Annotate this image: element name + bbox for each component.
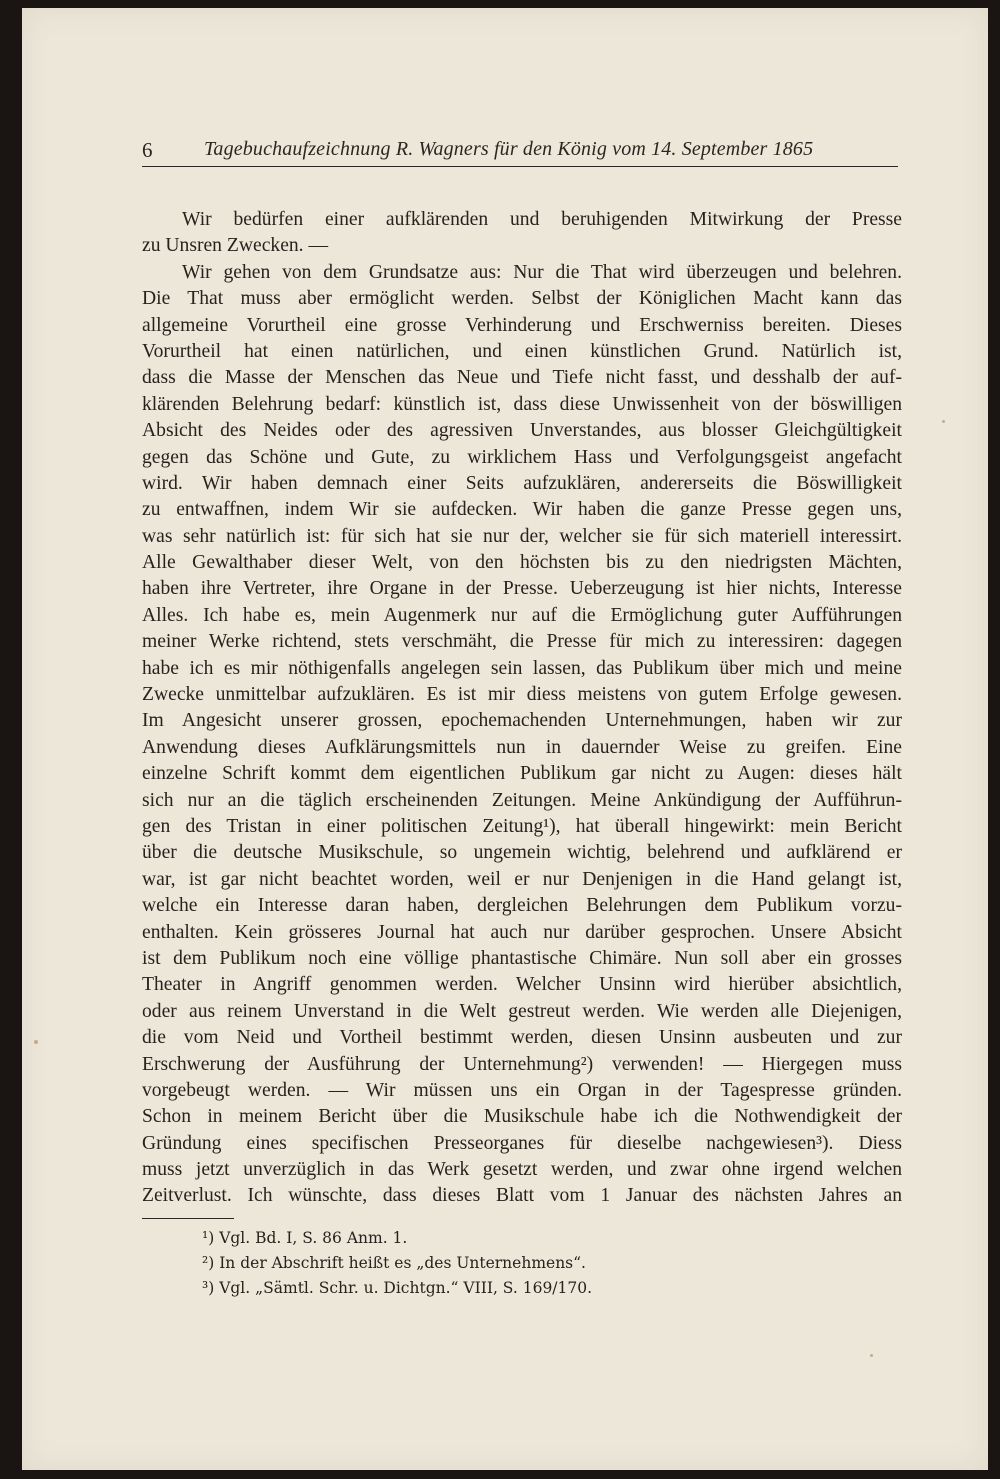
text-line: Zeitverlust. Ich wünschte, dass dieses Blatt vom 1 Januar des nächsten Jahres an [142,1185,902,1207]
paper-spot [870,1354,873,1357]
text-line: Schon in meinem Bericht über die Musikschule habe ich die Nothwendigkeit der [142,1106,902,1128]
text-line: Erschwerung der Ausführung der Unternehmung²) verwenden! — Hiergegen muss [142,1053,902,1075]
text-line: muss jetzt unverzüglich in das Werk gesetzt werden, und zwar ohne irgend welchen [142,1159,902,1181]
text-line: Zwecke unmittelbar aufzuklären. Es ist mir diess meistens von gutem Erfolge gewesen. [142,684,902,706]
text-line: habe ich es mir nöthigenfalls angelegen sein lassen, das Publikum über mich und meine [142,657,902,679]
text-line: dass die Masse der Menschen das Neue und Tiefe nicht fasst, und desshalb der auf- [142,367,902,389]
paper-spot [942,420,945,423]
text-line: Alles. Ich habe es, mein Augenmerk nur auf die Ermöglichung guter Aufführungen [142,604,902,626]
text-line: Wir gehen von dem Grundsatze aus: Nur die That wird überzeugen und belehren. [182,261,902,283]
text-line: vorgebeugt werden. — Wir müssen uns ein Organ in der Tagespresse gründen. [142,1079,902,1101]
text-line: Die That muss aber ermöglicht werden. Selbst der Königlichen Macht kann das [142,288,902,310]
text-line: Absicht des Neides oder des agressiven Unverstandes, aus blosser Gleichgültigkeit [142,420,902,442]
text-line: gen des Tristan in einer politischen Zeitung¹), hat überall hingewirkt: mein Bericht [142,815,902,837]
text-line: oder aus reinem Unverstand in die Welt gestreut werden. Wie werden alle Diejenigen, [142,1000,902,1022]
text-line: meiner Werke richtend, stets verschmäht, die Presse für mich zu interessiren: dagegen [142,631,902,653]
text-line: zu entwaffnen, indem Wir sie aufdecken. Wir haben die ganze Presse gegen uns, [142,499,902,521]
text-line: welche ein Interesse daran haben, dergleichen Belehrungen dem Publikum vorzu- [142,895,902,917]
text-line: gegen das Schöne und Gute, zu wirklichem Hass und Verfolgungsgeist angefacht [142,446,902,468]
text-line: sich nur an die täglich erscheinenden Zeitungen. Meine Ankündigung der Aufführun- [142,789,902,811]
text-line: klärenden Belehrung bedarf: künstlich ist, dass diese Unwissenheit von der böswilligen [142,393,902,415]
text-line: enthalten. Kein grösseres Journal hat auch nur darüber gesprochen. Unsere Absicht [142,921,902,943]
text-line: haben ihre Vertreter, ihre Organe in der Presse. Ueberzeugung ist hier nichts, Interesse [142,578,902,600]
text-line: die vom Neid und Vortheil bestimmt werden, diesen Unsinn ausbeuten und zur [142,1027,902,1049]
text-line: Im Angesicht unserer grossen, epochemachenden Unternehmungen, haben wir zur [142,710,902,732]
paper-spot [34,1040,38,1044]
text-line: über die deutsche Musikschule, so ungemein wichtig, belehrend und aufklärend er [142,842,902,864]
text-line: einzelne Schrift kommt dem eigentlichen Publikum gar nicht zu Augen: dieses hält [142,763,902,785]
text-line: was sehr natürlich ist: für sich hat sie nur der, welcher sie für sich materiell interessirt. [142,525,902,547]
body-text [142,207,902,1210]
text-line: Alle Gewalthaber dieser Welt, von den höchsten bis zu den niedrigsten Mächten, [142,552,902,574]
text-line: Gründung eines specifischen Presseorganes für dieselbe nachgewiesen³). Diess [142,1132,902,1154]
text-line: wird. Wir haben demnach einer Seits aufzuklären, andererseits die Böswilligkeit [142,472,902,494]
text-line: Theater in Angriff genommen werden. Welcher Unsinn wird hierüber absichtlich, [142,974,902,996]
footnote: ²) In der Abschrift heißt es „des Unternehmens“. [202,1254,586,1272]
page-number: 6 [142,138,153,162]
text-line: zu Unsren Zwecken. — [142,235,329,257]
footnotes [202,1226,592,1301]
text-line: allgemeine Vorurtheil eine grosse Verhinderung und Erschwerniss bereiten. Dieses [142,314,902,336]
text-line: Vorurtheil hat einen natürlichen, und einen künstlichen Grund. Natürlich ist, [142,340,902,362]
footnote: ³) Vgl. „Sämtl. Schr. u. Dichtgn.“ VIII, S. 169/170. [202,1279,593,1297]
text-line: Wir bedürfen einer aufklärenden und beruhigenden Mitwirkung der Presse [182,209,902,230]
text-line: Anwendung dieses Aufklärungsmittels nun in dauernder Weise zu greifen. Eine [142,736,902,758]
footnote: ¹) Vgl. Bd. I, S. 86 Anm. 1. [202,1229,408,1247]
running-header [142,136,898,167]
footnote-rule [142,1218,234,1219]
text-line: ist dem Publikum noch eine völlige phantastische Chimäre. Nun soll aber ein grosses [142,947,902,969]
running-title: Tagebuchaufzeichnung R. Wagners für den König vom 14. September 1865 [204,138,814,160]
text-line: war, ist gar nicht beachtet worden, weil er nur Denjenigen in die Hand gelangt ist, [142,868,902,890]
